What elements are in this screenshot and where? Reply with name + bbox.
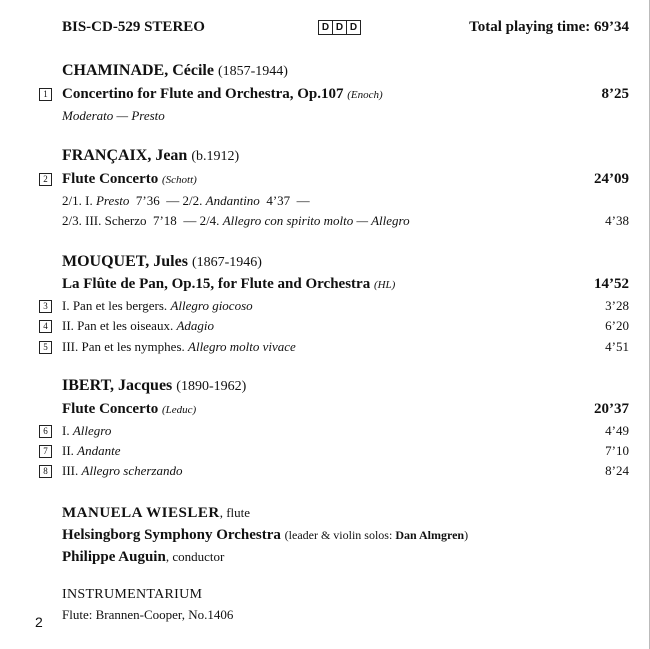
conductor-line xyxy=(62,549,224,566)
movement-label: 2/1. I. xyxy=(62,193,96,208)
work-title xyxy=(62,86,383,103)
work-title-text: Flute Concerto xyxy=(62,171,159,187)
total-playing-time: Total playing time: 69’34 xyxy=(469,19,629,35)
movement-time: 7’10 xyxy=(605,443,629,458)
ddd-letter: D xyxy=(333,21,347,34)
instrument-line: Flute: Brannen-Cooper, No.1406 xyxy=(62,607,234,622)
movement-line xyxy=(62,298,253,314)
orchestra-name: Helsingborg Symphony Orchestra xyxy=(62,527,281,543)
movement-time: 8’24 xyxy=(605,463,629,478)
movement-time: 4’37 xyxy=(266,193,291,208)
track-number-box: 4 xyxy=(39,320,52,333)
track-number-box: 8 xyxy=(39,465,52,478)
work-title xyxy=(62,401,196,418)
composer-name: FRANÇAIX, Jean xyxy=(62,147,188,164)
movement-tempo: Allegro xyxy=(72,423,112,438)
ddd-letter: D xyxy=(319,21,333,34)
movement-line xyxy=(62,423,111,439)
conductor-name: Philippe Auguin xyxy=(62,549,166,565)
work-duration: 8’25 xyxy=(601,86,629,102)
movement-tempo: Presto xyxy=(95,193,130,208)
work-title xyxy=(62,276,395,293)
publisher: (Leduc) xyxy=(161,404,197,416)
concertmaster-name: Dan Almgren xyxy=(395,528,465,542)
soloist-role: , flute xyxy=(219,505,251,520)
movement-tempo: Allegro con spirito molto — Allegro xyxy=(222,213,410,228)
movement-line xyxy=(62,193,310,209)
composer-heading xyxy=(62,253,262,271)
composer-name: CHAMINADE, Cécile xyxy=(62,62,214,79)
movement-tempo: Allegro giocoso xyxy=(170,298,253,313)
composer-heading xyxy=(62,147,239,165)
movement-time: 4’51 xyxy=(605,339,629,354)
movement-line xyxy=(62,318,214,334)
track-number-box: 6 xyxy=(39,425,52,438)
movement-time: 3’28 xyxy=(605,298,629,313)
soloist-line xyxy=(62,505,250,522)
orchestra-note xyxy=(285,528,468,542)
work-title-text: Flute Concerto xyxy=(62,401,159,417)
orchestra-note-text: (leader & violin solos: xyxy=(284,528,396,542)
work-duration: 14’52 xyxy=(594,276,629,292)
track-number-box: 7 xyxy=(39,445,52,458)
work-title-text: La Flûte de Pan, Op.15, for Flute and Orchestra xyxy=(62,276,371,292)
track-number-box: 1 xyxy=(39,88,52,101)
conductor-role: , conductor xyxy=(165,549,225,564)
composer-dates: (1890-1962) xyxy=(176,379,247,394)
composer-dates: (b.1912) xyxy=(191,149,240,164)
movement-time: 4’49 xyxy=(605,423,629,438)
work-duration: 24’09 xyxy=(594,171,629,187)
publisher: (Schott) xyxy=(161,174,197,186)
movement-line xyxy=(62,213,410,229)
track-number-box: 2 xyxy=(39,173,52,186)
movement-label: 2/3. III. Scherzo xyxy=(62,213,147,228)
composer-heading xyxy=(62,377,246,395)
page-number: 2 xyxy=(35,614,43,630)
movement-time: 4’38 xyxy=(605,213,629,228)
work-title-text: Concertino for Flute and Orchestra, Op.107 xyxy=(62,86,344,102)
catalog-number: BIS-CD-529 STEREO xyxy=(62,19,205,35)
composer-dates: (1857-1944) xyxy=(217,64,288,79)
publisher: (HL) xyxy=(373,279,396,291)
orchestra-note-close: ) xyxy=(464,528,469,542)
orchestra-line xyxy=(62,527,468,544)
soloist-name: MANUELA WIESLER xyxy=(62,505,220,521)
movement-line: Moderato — Presto xyxy=(62,108,165,123)
composer-name: IBERT, Jacques xyxy=(62,377,173,394)
movement-line xyxy=(62,463,182,479)
movement-tempo: Adagio xyxy=(176,318,215,333)
movement-label: III. xyxy=(62,463,82,478)
composer-name: MOUQUET, Jules xyxy=(62,253,188,270)
movement-time: 7’36 xyxy=(135,193,160,208)
movement-label: I. xyxy=(62,423,73,438)
movement-line xyxy=(62,339,296,355)
composer-dates: (1867-1946) xyxy=(191,255,262,270)
track-number-box: 3 xyxy=(39,300,52,313)
movement-tempo: Allegro scherzando xyxy=(81,463,183,478)
movement-line xyxy=(62,443,121,459)
movement-time: 7’18 xyxy=(152,213,177,228)
work-title xyxy=(62,171,197,188)
movement-label: — 2/2. xyxy=(166,193,206,208)
movement-tempo: Andante xyxy=(77,443,121,458)
dash: — xyxy=(296,193,310,208)
movement-label: II. Pan et les oiseaux. xyxy=(62,318,177,333)
ddd-code-badge xyxy=(318,20,361,35)
track-number-box: 5 xyxy=(39,341,52,354)
movement-label: I. Pan et les bergers. xyxy=(62,298,171,313)
movement-label: II. xyxy=(62,443,78,458)
work-duration: 20’37 xyxy=(594,401,629,417)
movement-time: 6’20 xyxy=(605,318,629,333)
composer-heading xyxy=(62,62,288,80)
movement-label: III. Pan et les nymphes. xyxy=(62,339,189,354)
instrumentarium-heading: INSTRUMENTARIUM xyxy=(62,587,203,602)
movement-tempo: Allegro molto vivace xyxy=(188,339,296,354)
movement-tempo: Andantino xyxy=(205,193,260,208)
ddd-letter: D xyxy=(349,22,358,33)
publisher: (Enoch) xyxy=(347,89,383,101)
movement-label: — 2/4. xyxy=(183,213,223,228)
